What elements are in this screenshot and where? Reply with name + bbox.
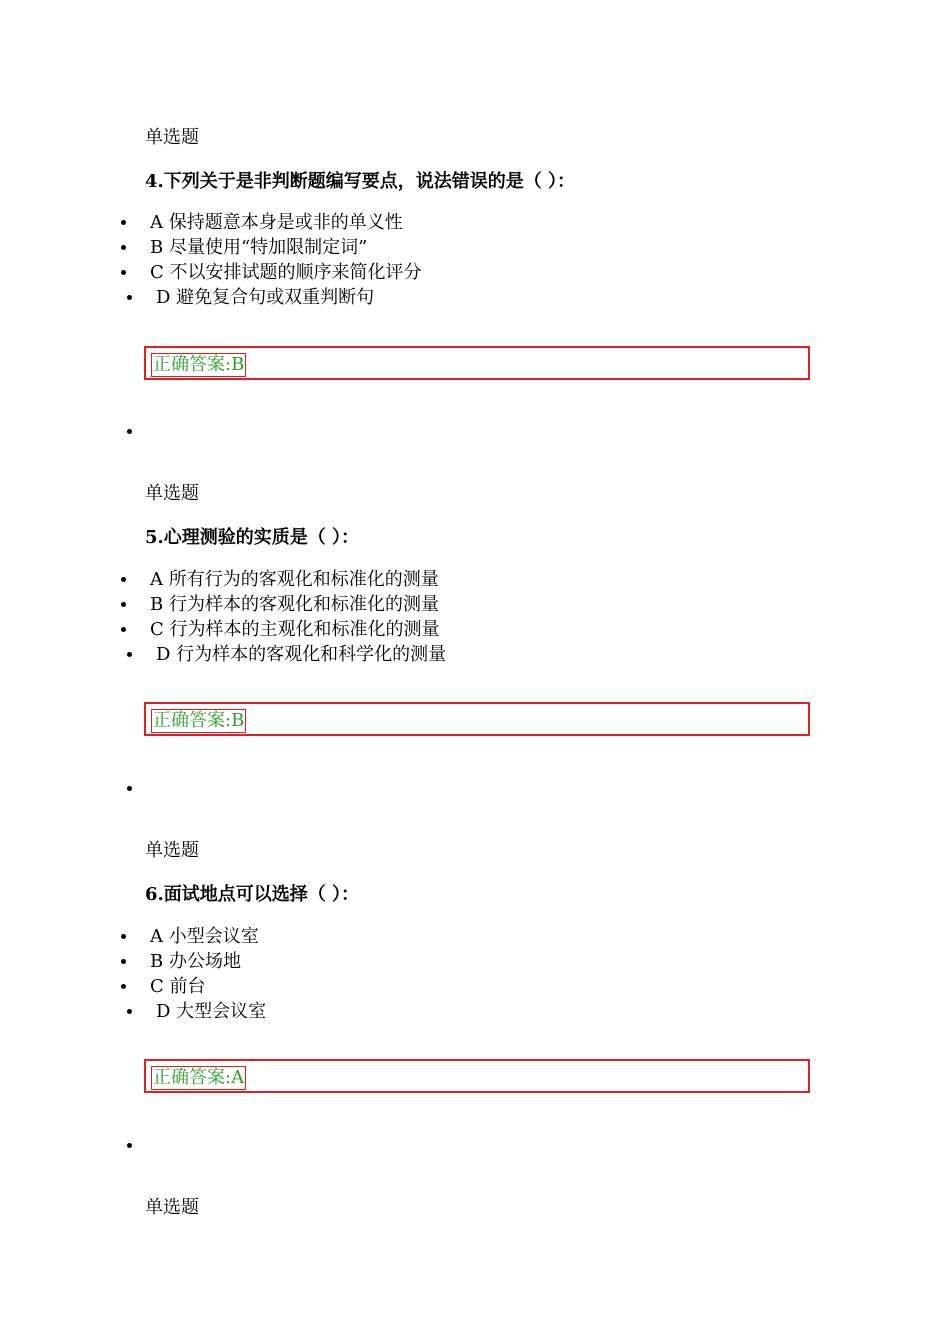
question-type-label: 单选题 [145,127,199,148]
option-b: B 办公场地 [150,951,241,972]
correct-answer: 正确答案:B [153,354,245,375]
option-c: C 不以安排试题的顺序来简化评分 [150,262,422,283]
option-a: A 所有行为的客观化和标准化的测量 [150,569,439,590]
bullet-icon [127,786,132,791]
bullet-icon [121,577,126,582]
option-a: A 小型会议室 [150,926,259,947]
answer-box [144,702,810,736]
correct-answer: 正确答案:A [153,1067,245,1088]
option-d: D 行为样本的客观化和科学化的测量 [156,644,447,665]
question-type-label: 单选题 [145,483,199,504]
bullet-icon [121,984,126,989]
option-c: C 行为样本的主观化和标准化的测量 [150,619,440,640]
bullet-icon [127,295,132,300]
bullet-icon [121,627,126,632]
question-prompt: 6.面试地点可以选择（ ）： [145,884,360,905]
answer-box [144,1059,810,1093]
bullet-icon [127,652,132,657]
question-type-label: 单选题 [145,840,199,861]
option-d: D 大型会议室 [156,1001,267,1022]
question-prompt: 5.心理测验的实质是（ ）： [145,527,360,548]
answer-box [144,346,810,380]
option-c: C 前台 [150,976,206,997]
option-d: D 避免复合句或双重判断句 [156,287,375,308]
option-b: B 尽量使用“特加限制定词” [150,237,368,258]
bullet-icon [121,220,126,225]
bullet-icon [121,245,126,250]
option-a: A 保持题意本身是或非的单义性 [150,212,403,233]
bullet-icon [121,270,126,275]
bullet-icon [121,934,126,939]
bullet-icon [127,1143,132,1148]
option-b: B 行为样本的客观化和标准化的测量 [150,594,439,615]
correct-answer: 正确答案:B [153,710,245,731]
question-prompt: 4.下列关于是非判断题编写要点，说法错误的是（ ）： [145,171,576,192]
bullet-icon [121,602,126,607]
bullet-icon [127,429,132,434]
bullet-icon [127,1009,132,1014]
bullet-icon [121,959,126,964]
question-type-label: 单选题 [145,1197,199,1218]
